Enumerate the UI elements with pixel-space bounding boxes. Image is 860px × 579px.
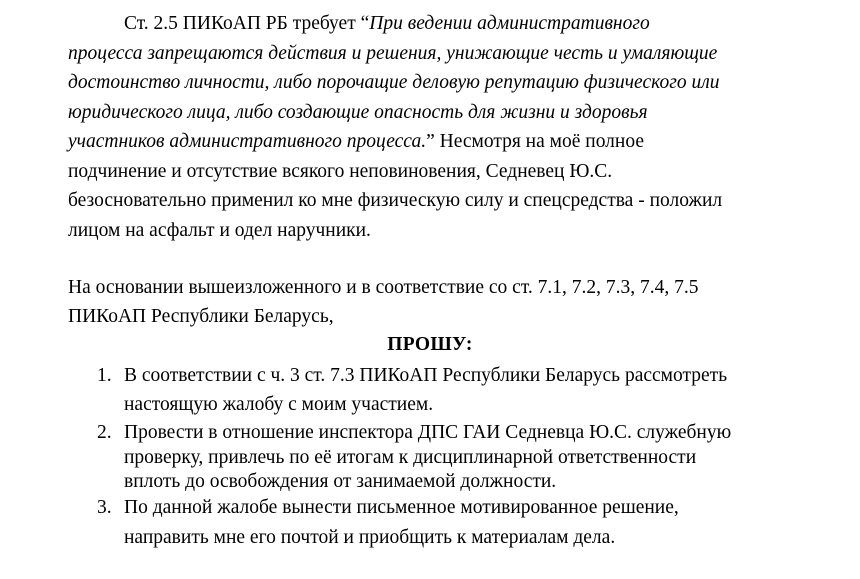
paragraph1-line5-rest: ” Несмотря на моё полное [426,131,644,152]
list-item-number: 3. [97,497,112,518]
list-item-line: вплоть до освобождения от занимаемой должности. [124,471,557,492]
list-item-line: В соответствии с ч. 3 ст. 7.3 ПИКоАП Республики Беларусь рассмотреть [124,365,728,386]
list-item-line: проверку, привлечь по её итогам к дисциплинарной ответственности [124,447,697,468]
paragraph1-line1 [124,12,650,36]
list-item-line: направить мне его почтой и приобщить к материалам дела. [124,527,616,548]
quote-end-text: участников административного процесса. [68,131,427,152]
paragraph1-line8: лицом на асфальт и одел наручники. [68,220,371,241]
paragraph2-line1: На основании вышеизложенного и в соответствие со ст. 7.1, 7.2, 7.3, 7.4, 7.5 [68,277,699,298]
list-item-line: Провести в отношение инспектора ДПС ГАИ Седневца Ю.С. служебную [124,422,732,443]
paragraph1-line5 [68,130,644,154]
list-item-number: 2. [97,422,112,443]
list-item-line: По данной жалобе вынести письменное мотивированное решение, [124,497,679,518]
paragraph1-line3: достоинство личности, либо порочащие деловую репутацию физического или [68,72,720,93]
list-item-line: настоящую жалобу с моим участием. [124,394,434,415]
paragraph1-line4: юридического лица, либо создающие опасность для жизни и здоровья [68,102,648,123]
paragraph1-line6: подчинение и отсутствие всякого неповиновения, Седневец Ю.С. [68,161,613,182]
request-heading: ПРОШУ: [387,334,473,355]
quote-text: При ведении административного [369,13,650,34]
paragraph1-lead-text: Ст. 2.5 ПИКоАП РБ требует “ [124,13,370,34]
paragraph1-line7: безосновательно применил ко мне физическую силу и спецсредства - положил [68,190,723,211]
list-item-number: 1. [97,365,112,386]
paragraph1-line2: процесса запрещаются действия и решения, унижающие честь и умаляющие [68,43,718,64]
paragraph2-line2: ПИКоАП Республики Беларусь, [68,306,334,327]
